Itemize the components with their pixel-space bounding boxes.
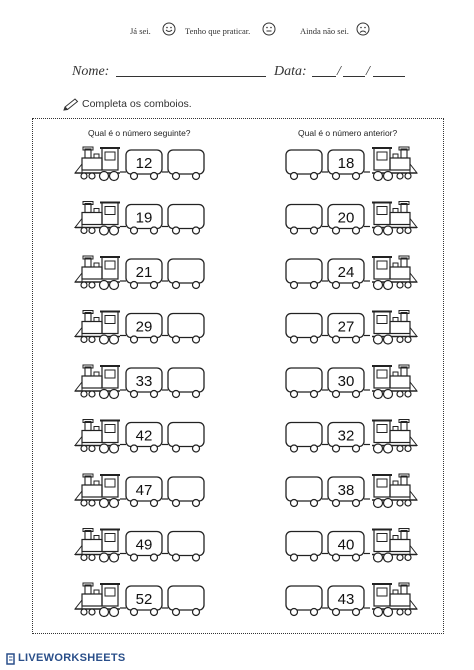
- left-train: [75, 147, 204, 181]
- empty-wagon-answer[interactable]: [286, 477, 322, 507]
- left-train: [75, 365, 204, 399]
- wagon-number: 19: [135, 209, 153, 227]
- right-train: [286, 420, 417, 454]
- empty-wagon-answer[interactable]: [168, 205, 204, 235]
- wagon-number: 49: [135, 536, 153, 554]
- train-wagon: [126, 259, 162, 289]
- instruction-text: Completa os comboios.: [82, 98, 192, 110]
- wagon-number: 12: [135, 155, 153, 172]
- left-train: [75, 474, 204, 508]
- wagon-number: 33: [135, 373, 153, 390]
- locomotive-icon: [75, 529, 120, 563]
- empty-wagon-answer[interactable]: [286, 259, 322, 289]
- self-assessment-option-know: Já sei.: [130, 26, 151, 36]
- train-wagon: [126, 150, 162, 180]
- locomotive-icon: [75, 474, 120, 508]
- right-train: [286, 474, 417, 508]
- locomotive-icon: [75, 147, 120, 181]
- train-wagon: [328, 368, 364, 398]
- date-separator: /: [366, 64, 370, 79]
- wagon-number: 52: [135, 591, 153, 608]
- wagon-number: 38: [337, 482, 355, 499]
- train-wagon: [328, 586, 364, 616]
- right-train: [286, 583, 417, 617]
- wagon-number: 18: [337, 155, 355, 172]
- train-wagon: [328, 314, 364, 344]
- wagon-number: 40: [337, 536, 355, 554]
- empty-wagon-answer[interactable]: [168, 532, 204, 562]
- train-wagon: [126, 477, 162, 507]
- wagon-number: 20: [337, 209, 355, 227]
- liveworksheets-logo-icon: [6, 653, 16, 665]
- locomotive-icon: [372, 420, 417, 454]
- wagon-number: 30: [337, 373, 355, 390]
- empty-wagon-answer[interactable]: [168, 423, 204, 453]
- locomotive-icon: [372, 583, 417, 617]
- left-column-header: Qual é o número seguinte?: [88, 128, 191, 138]
- right-train: [286, 311, 417, 345]
- wagon-number: 27: [337, 318, 355, 336]
- train-wagon: [328, 532, 364, 562]
- locomotive-icon: [372, 256, 417, 290]
- right-train: [286, 256, 417, 290]
- empty-wagon-answer[interactable]: [286, 586, 322, 616]
- empty-wagon-answer[interactable]: [168, 259, 204, 289]
- wagon-number: 24: [337, 264, 355, 281]
- wagon-number: 42: [135, 427, 153, 445]
- left-train: [75, 256, 204, 290]
- empty-wagon-answer[interactable]: [286, 314, 322, 344]
- left-train: [75, 202, 204, 236]
- locomotive-icon: [372, 529, 417, 563]
- train-wagon: [328, 423, 364, 453]
- self-assessment-option-dont-know: Ainda não sei.: [300, 26, 349, 36]
- locomotive-icon: [75, 365, 120, 399]
- left-train: [75, 583, 204, 617]
- self-assessment-option-practice: Tenho que praticar.: [185, 26, 251, 36]
- train-wagon: [126, 205, 162, 235]
- train-wagon: [126, 368, 162, 398]
- empty-wagon-answer[interactable]: [168, 150, 204, 180]
- wagon-number: 47: [135, 482, 153, 499]
- left-train: [75, 311, 204, 345]
- wagon-number: 29: [135, 318, 153, 336]
- locomotive-icon: [75, 311, 120, 345]
- locomotive-icon: [372, 365, 417, 399]
- right-train: [286, 529, 417, 563]
- locomotive-icon: [372, 311, 417, 345]
- train-wagon: [328, 205, 364, 235]
- right-train: [286, 147, 417, 181]
- empty-wagon-answer[interactable]: [168, 314, 204, 344]
- date-label: Data:: [274, 64, 307, 79]
- empty-wagon-answer[interactable]: [286, 205, 322, 235]
- empty-wagon-answer[interactable]: [168, 368, 204, 398]
- empty-wagon-answer[interactable]: [286, 368, 322, 398]
- left-train: [75, 420, 204, 454]
- locomotive-icon: [372, 474, 417, 508]
- empty-wagon-answer[interactable]: [168, 477, 204, 507]
- right-train: [286, 365, 417, 399]
- train-wagon: [126, 532, 162, 562]
- locomotive-icon: [372, 147, 417, 181]
- wagon-number: 43: [337, 591, 355, 608]
- name-label: Nome:: [72, 64, 110, 79]
- train-wagon: [126, 314, 162, 344]
- train-wagon: [328, 259, 364, 289]
- left-train: [75, 529, 204, 563]
- empty-wagon-answer[interactable]: [286, 532, 322, 562]
- locomotive-icon: [75, 420, 120, 454]
- empty-wagon-answer[interactable]: [286, 423, 322, 453]
- locomotive-icon: [75, 202, 120, 236]
- wagon-number: 21: [135, 264, 153, 281]
- locomotive-icon: [75, 256, 120, 290]
- train-wagon: [126, 423, 162, 453]
- train-wagon: [126, 586, 162, 616]
- empty-wagon-answer[interactable]: [286, 150, 322, 180]
- wagon-number: 32: [337, 427, 355, 445]
- footer-brand-text: LIVEWORKSHEETS: [18, 652, 126, 664]
- right-train: [286, 202, 417, 236]
- date-separator: /: [337, 64, 341, 79]
- locomotive-icon: [75, 583, 120, 617]
- empty-wagon-answer[interactable]: [168, 586, 204, 616]
- train-wagon: [328, 477, 364, 507]
- right-column-header: Qual é o número anterior?: [298, 128, 398, 138]
- train-wagon: [328, 150, 364, 180]
- locomotive-icon: [372, 202, 417, 236]
